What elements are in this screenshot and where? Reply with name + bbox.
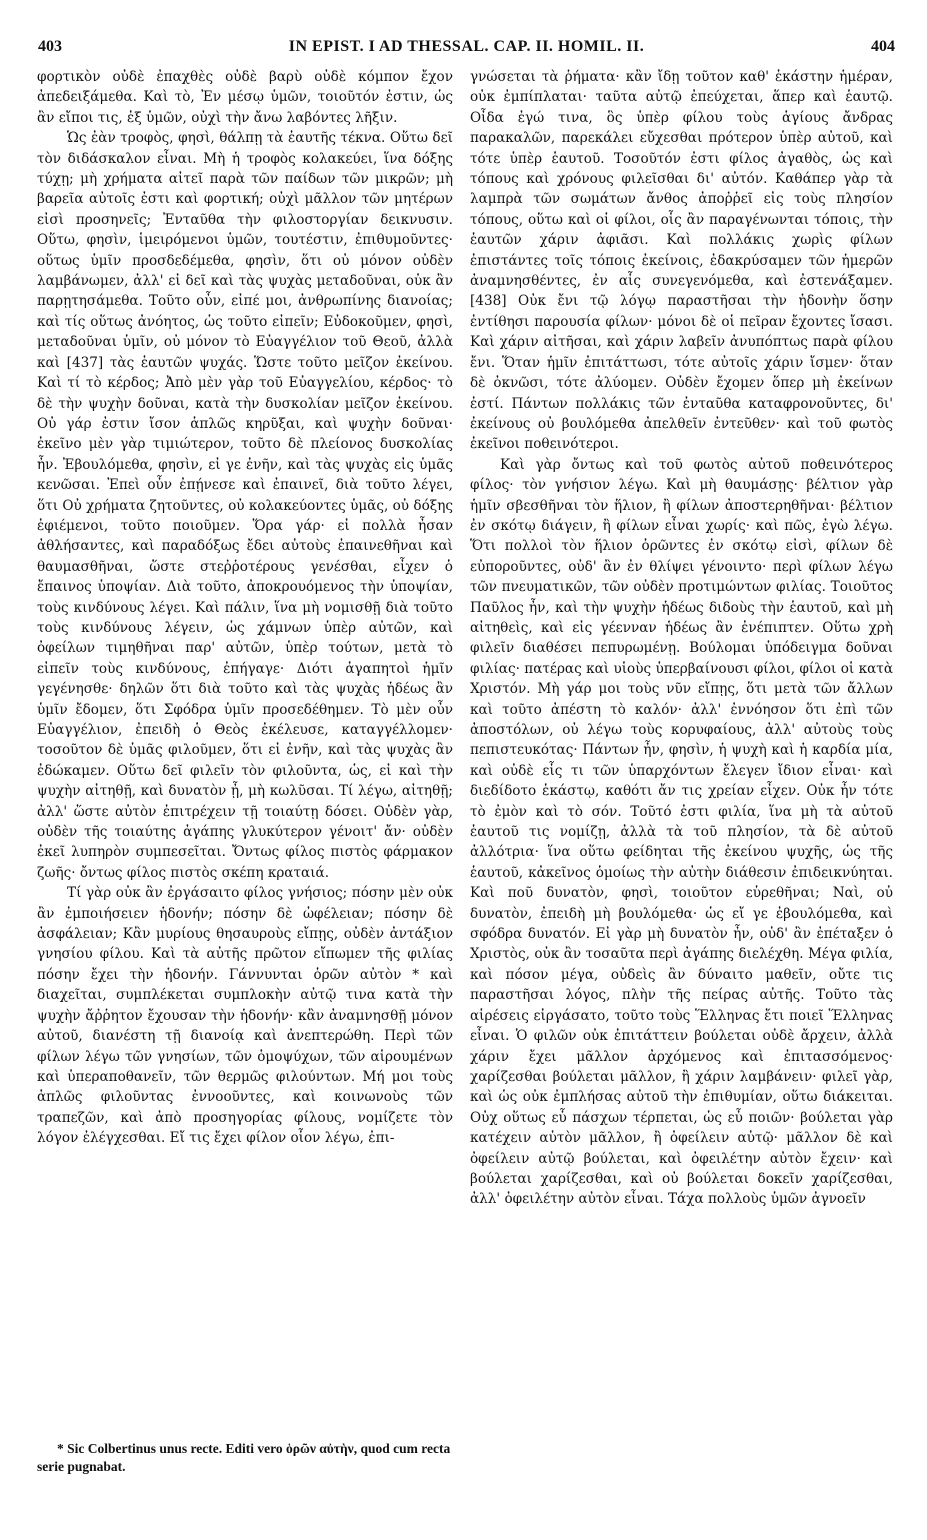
right-column bbox=[470, 67, 893, 1210]
footnote: * Sic Colbertinus unus recte. Editi vero ὁρῶν αὐτὴν, quod cum recta serie pugnabat. bbox=[37, 1441, 451, 1474]
left-paragraph-1: φορτικὸν οὐδὲ ἐπαχθὲς οὐδὲ βαρὺ οὐδὲ κόμπον ἔχον ἀπεδειξάμεθα. Καὶ τὸ, Ἐν μέσῳ ὑμῶν, τοιοῦτόν ἐστιν, ὡς ἂν εἴποι τις, ἐξ ὑμῶν, οὐχὶ τὴν ἄνω λαβόντες λῆξιν. bbox=[37, 69, 453, 126]
right-paragraph-2: Καὶ γὰρ ὄντως καὶ τοῦ φωτὸς αὐτοῦ ποθεινότερος φίλος· τὸν γνήσιον λέγω. Καὶ μὴ θαυμάσῃς· βέλτιον γὰρ ἡμῖν σβεσθῆναι τὸν ἥλιον, ἢ φίλων ἀποστερηθῆναι· βέλτιον ἐν σκότῳ διάγειν, ἢ φίλων εἶναι χωρίς· καὶ πῶς, ἐγὼ λέγω. Ὅτι πολλοὶ τὸν ἥλιον ὁρῶντες ἐν σκότῳ εἰσὶ, φίλων δὲ εὐποροῦντες, οὐδ' ἂν ἐν θλίψει γένοιντο· περὶ φίλων λέγω τῶν πνευματικῶν, τῶν οὐδὲν προτιμώντων φιλίας. Τοιοῦτος Παῦλος ἦν, καὶ τὴν ψυχὴν ἡδέως διδοὺς τὴν ἑαυτοῦ, καὶ μὴ αἰτηθεὶς, καὶ εἰς γέενναν ἡδέως ἂν ἐνέπιπτεν. Οὕτω χρὴ φιλεῖν διαθέσει πεπυρωμένῃ. Βούλομαι ὑπόδειγμα δοῦναι φιλίας· πατέρας καὶ υἱοὺς ὑπερβαίνουσι φίλοι, φίλοι οἱ κατὰ Χριστόν. Μὴ γάρ μοι τοὺς νῦν εἴπῃς, ὅτι μετὰ τῶν ἄλλων καὶ τοῦτο ἀπέστη τὸ καλόν· ἀλλ' ἐννόησον ὅτι ἐπὶ τῶν ἀποστόλων, οὐ λέγω τοὺς κορυφαίους, ἀλλ' αὐτοὺς τοὺς πεπιστευκότας· Πάντων ἦν, φησὶν, ἡ ψυχὴ καὶ ἡ καρδία μία, καὶ οὐδὲ εἷς τι τῶν ὑπαρχόντων ἔλεγεν ἴδιον εἶναι· καὶ διεδίδοτο ἑκάστῳ, καθότι ἄν τις χρείαν εἶχεν. Οὐκ ἦν τότε τὸ ἐμὸν καὶ τὸ σόν. Τοῦτό ἐστι φιλία, ἵνα μὴ τὰ αὐτοῦ ἑαυτοῦ τις νομίζῃ, ἀλλὰ τὰ τοῦ πλησίον, τὰ δὲ αὐτοῦ ἀλλότρια· ἵνα οὕτω φείδηται τῆς ἐκείνου ψυχῆς, ὡς τῆς ἑαυτοῦ, κἀκεῖνος ὁμοίως τὴν αὐτὴν διάθεσιν ἐπιδεικνύηται. Καὶ ποῦ δυνατὸν, φησὶ, τοιοῦτον εὑρεθῆναι; Ναὶ, οὐ δυνατὸν, ἐπειδὴ μὴ βουλόμεθα· ὡς εἴ γε ἐβουλόμεθα, καὶ σφόδρα δυνατόν. Εἰ γὰρ μὴ δυνατὸν ἦν, οὐδ' ἂν ἐπέταξεν ὁ Χριστὸς, οὐκ ἂν τοσαῦτα περὶ ἀγάπης διελέχθη. Μέγα φιλία, καὶ πόσον μέγα, οὐδεὶς ἂν δύναιτο μαθεῖν, οὔτε τις παραστῆσαι λόγος, πλὴν τῆς πείρας αὐτῆς. Τοῦτο τὰς αἱρέσεις εἰργάσατο, τοῦτο τοὺς Ἕλληνας ἔτι ποιεῖ Ἕλληνας εἶναι. Ὁ φιλῶν οὐκ ἐπιτάττειν βούλεται οὐδὲ ἄρχειν, ἀλλὰ χάριν ἔχει μᾶλλον ἀρχόμενος καὶ ἐπιτασσόμενος· χαρίζεσθαι βούλεται μᾶλλον, ἢ χάριν λαμβάνειν· φιλεῖ γὰρ, καὶ ὡς οὐκ ἐμπλήσας αὐτοῦ τὴν ἐπιθυμίαν, οὕτω διάκειται. Οὐχ οὕτως εὖ πάσχων τέρπεται, ὡς εὖ ποιῶν· βούλεται γὰρ κατέχειν αὐτὸν μᾶλλον, ἢ ὀφείλειν αὐτῷ· μᾶλλον δὲ καὶ ὀφείλειν αὐτῷ βούλεται, καὶ ὀφειλέτην αὐτὸν ἔχειν· καὶ βούλεται χαρίζεσθαι, καὶ οὐ βούλεται δοκεῖν χαρίζεσθαι, ἀλλ' ὀφειλέτην αὐτὸν εἶναι. Τάχα πολλοὺς ὑμῶν ἀγνοεῖν bbox=[470, 456, 893, 1208]
left-paragraph-2: Ὡς ἐὰν τροφὸς, φησὶ, θάλπῃ τὰ ἑαυτῆς τέκνα. Οὕτω δεῖ τὸν διδάσκαλον εἶναι. Μὴ ἡ τροφὸς κολακεύει, ἵνα δόξης τύχῃ; μὴ χρήματα αἰτεῖ παρὰ τῶν παίδων τῶν μικρῶν; μὴ βαρεῖα αὐτοῖς ἐστι καὶ φορτική; οὐχὶ μᾶλλον τῶν μητέρων εἰσὶ προσηνεῖς; Ἐνταῦθα τὴν φιλοστοργίαν δεικνυσιν. Οὕτω, φησὶν, ἱμειρόμενοι ὑμῶν, τουτέστιν, ἐπιθυμοῦντες· οὕτως ὑμῖν προσδεδέμεθα, φησὶν, ὅτι οὐ μόνον οὐδὲν λαμβάνωμεν, ἀλλ' εἰ δεῖ καὶ τὰς ψυχὰς μεταδοῦναι, οὐκ ἂν παρῃτησάμεθα. Τοῦτο οὖν, εἰπέ μοι, ἀνθρωπίνης διανοίας; καὶ τίς οὕτως ἀνόητος, ὡς τοῦτο εἰπεῖν; Εὐδοκοῦμεν, φησὶ, μεταδοῦναι ὑμῖν, οὐ μόνον τὸ Εὐαγγέλιον τοῦ Θεοῦ, ἀλλὰ καὶ [437] τὰς ἑαυτῶν ψυχάς. Ὥστε τοῦτο μεῖζον ἐκείνου. Καὶ τί τὸ κέρδος; Ἀπὸ μὲν γὰρ τοῦ Εὐαγγελίου, κέρδος· τὸ δὲ τὴν ψυχὴν δοῦναι, κατὰ τὴν δυσκολίαν μεῖζον ἐκείνου. Οὐ γάρ ἐστιν ἴσον ἁπλῶς κηρῦξαι, καὶ ψυχὴν δοῦναι· ἐκεῖνο μὲν γὰρ τιμιώτερον, τοῦτο δὲ πλείονος δυσκολίας ἦν. Ἐβουλόμεθα, φησὶν, εἰ γε ἐνῆν, καὶ τὰς ψυχὰς εἰς ὑμᾶς κενῶσαι. Ἐπεὶ οὖν ἐπῄνεσε καὶ ἐπαινεῖ, διὰ τοῦτο λέγει, ὅτι Οὐ χρήματα ζητοῦντες, οὐ κολακεύοντες ὑμᾶς, οὐ δόξης ἐφιέμενοι, τοῦτο ποιοῦμεν. Ὅρα γάρ· εἰ πολλὰ ἦσαν ἀθλήσαντες, καὶ παραδόξως ἔδει αὐτοὺς ἐπαινεθῆναι καὶ θαυμασθῆναι, ὥστε στεῤῥοτέρους γενέσθαι, εἶχεν ὁ ἔπαινος ὑποψίαν. Διὰ τοῦτο, ἀποκρουόμενος τὴν ὑποψίαν, τοὺς κινδύνους λέγει. Καὶ πάλιν, ἵνα μὴ νομισθῇ διὰ τοῦτο τοὺς κινδύνους λέγειν, ὡς χάμνων ὑπὲρ αὐτῶν, καὶ ὀφείλων τιμηθῆναι παρ' αὐτῶν, ὑπὲρ τούτων, μετὰ τὸ εἰπεῖν τοὺς κινδύνους, ἐπήγαγε· Διότι ἀγαπητοὶ ἡμῖν γεγένησθε· δηλῶν ὅτι διὰ τοῦτο καὶ τὰς ψυχὰς ἡδέως ἂν ὑμῖν ἔδομεν, ὅτι Σφόδρα ὑμῖν προσεδέθημεν. Τὸ μὲν οὖν Εὐαγγέλιον, ἐπειδὴ ὁ Θεὸς ἐκέλευσε, καταγγέλλομεν· τοσοῦτον δὲ ὑμᾶς φιλοῦμεν, ὅτι εἰ ἐνῆν, καὶ τὰς ψυχὰς ἂν ἐδώκαμεν. Οὕτω δεῖ φιλεῖν τὸν φιλοῦντα, ὡς, εἰ καὶ τὴν ψυχὴν αἰτηθῇ, καὶ δυνατὸν ᾖ, μὴ κωλῦσαι. Τί λέγω, αἰτηθῇ; ἀλλ' ὥστε αὐτὸν ἐπιτρέχειν τῇ τοιαύτῃ δόσει. Οὐδὲν γὰρ, οὐδὲν τῆς τοιαύτης ἀγάπης γλυκύτερον γένοιτ' ἄν· οὐδὲν ἐκεῖ λυπηρὸν συμπεσεῖται. Ὄντως φίλος πιστὸς φάρμακον ζωῆς· ὄντως φίλος πιστὸς σκέπη κραταιά. bbox=[37, 130, 453, 881]
left-paragraph-3: Τί γὰρ οὐκ ἂν ἐργάσαιτο φίλος γνήσιος; πόσην μὲν οὐκ ἂν ἐμποιήσειεν ἡδονήν; πόσην δὲ ὠφέλειαν; πόσην δὲ ἀσφάλειαν; Κἂν μυρίους θησαυροὺς εἴπῃς, οὐδὲν ἀντάξιον γνησίου φίλου. Καὶ τὰ αὐτῆς πρῶτον εἴπωμεν τῆς φιλίας πόσην ἔχει τὴν ἡδονήν. Γάννυνται ὁρῶν αὐτὸν * καὶ διαχεῖται, συμπλέκεται συμπλοκὴν αὐτῷ τινα κατὰ τὴν ψυχὴν ἄῤῥητον ἔχουσαν τὴν ἡδονήν· κἂν ἀναμνησθῇ μόνον αὐτοῦ, διανέστη τῇ διανοίᾳ καὶ ἀνεπτερώθη. Περὶ τῶν φίλων λέγω τῶν γνησίων, τῶν ὁμοψύχων, τῶν αἱρουμένων καὶ ὑπεραποθανεῖν, τῶν θερμῶς φιλούντων. Μή μοι τοὺς ἁπλῶς φιλοῦντας ἐννοοῦντες, καὶ κοινωνοὺς τῶν τραπεζῶν, καὶ ἀπὸ προσηγορίας φίλους, νομίζετε τὸν λόγον ἐλέγχεσθαι. Εἴ τις ἔχει φίλον οἷον λέγω, ἐπι- bbox=[37, 885, 453, 1147]
running-header bbox=[38, 38, 895, 60]
page-number-left: 403 bbox=[38, 38, 62, 55]
page-number-right: 404 bbox=[871, 38, 895, 55]
right-paragraph-1: γνώσεται τὰ ῥήματα· κἂν ἴδῃ τοῦτον καθ' ἑκάστην ἡμέραν, οὐκ ἐμπίπλαται· ταῦτα αὐτῷ ἐπεύχεται, ἅπερ καὶ ἑαυτῷ. Οἶδα ἐγώ τινα, ὃς ὑπὲρ φίλου τοὺς ἁγίους ἄνδρας παρακαλῶν, παρεκάλει εὔχεσθαι πρότερον ὑπὲρ αὐτοῦ, καὶ τότε ὑπὲρ ἑαυτοῦ. Τοσοῦτόν ἐστι φίλος ἀγαθὸς, ὡς καὶ τόπους καὶ χρόνους φιλεῖσθαι δι' αὐτόν. Καθάπερ γὰρ τὰ λαμπρὰ τῶν σωμάτων ἄνθος ἀποῤῥεῖ εἰς τοὺς πλησίον τόπους, οὕτω καὶ οἱ φίλοι, οἷς ἂν παραγένωνται τόποις, τὴν ἑαυτῶν χάριν ἀφιᾶσι. Καὶ πολλάκις χωρὶς φίλων ἐπιστάντες τοῖς τόποις ἐκείνοις, ἐδακρύσαμεν τῶν ἡμερῶν ἀναμνησθέντες, ἐν αἷς συνεγενόμεθα, καὶ ἐστενάξαμεν. [438] Οὐκ ἔνι τῷ λόγῳ παραστῆσαι τὴν ἡδονὴν ὅσην ἐντίθησι παρουσία φίλων· μόνοι δὲ οἱ πεῖραν ἔχοντες ἴσασι. Καὶ χάριν αἰτῆσαι, καὶ χάριν λαβεῖν ἀνυπόπτως παρὰ φίλου ἔνι. Ὅταν ἡμῖν ἐπιτάττωσι, τότε αὐτοῖς χάριν ἴσμεν· ὅταν δὲ ὀκνῶσι, τότε ἀλύομεν. Οὐδὲν ἔχομεν ὅπερ μὴ ἐκείνων ἐστί. Πάντων πολλάκις τῶν ἐνταῦθα καταφρονοῦντες, δι' ἐκείνους οὐ βουλόμεθα ἀπελθεῖν ἐντεῦθεν· καὶ τοῦ φωτὸς ἐκεῖνοι ποθεινότεροι. bbox=[470, 69, 893, 453]
left-column bbox=[37, 67, 453, 1149]
running-title: IN EPIST. I AD THESSAL. CAP. II. HOMIL. II. bbox=[288, 38, 645, 55]
